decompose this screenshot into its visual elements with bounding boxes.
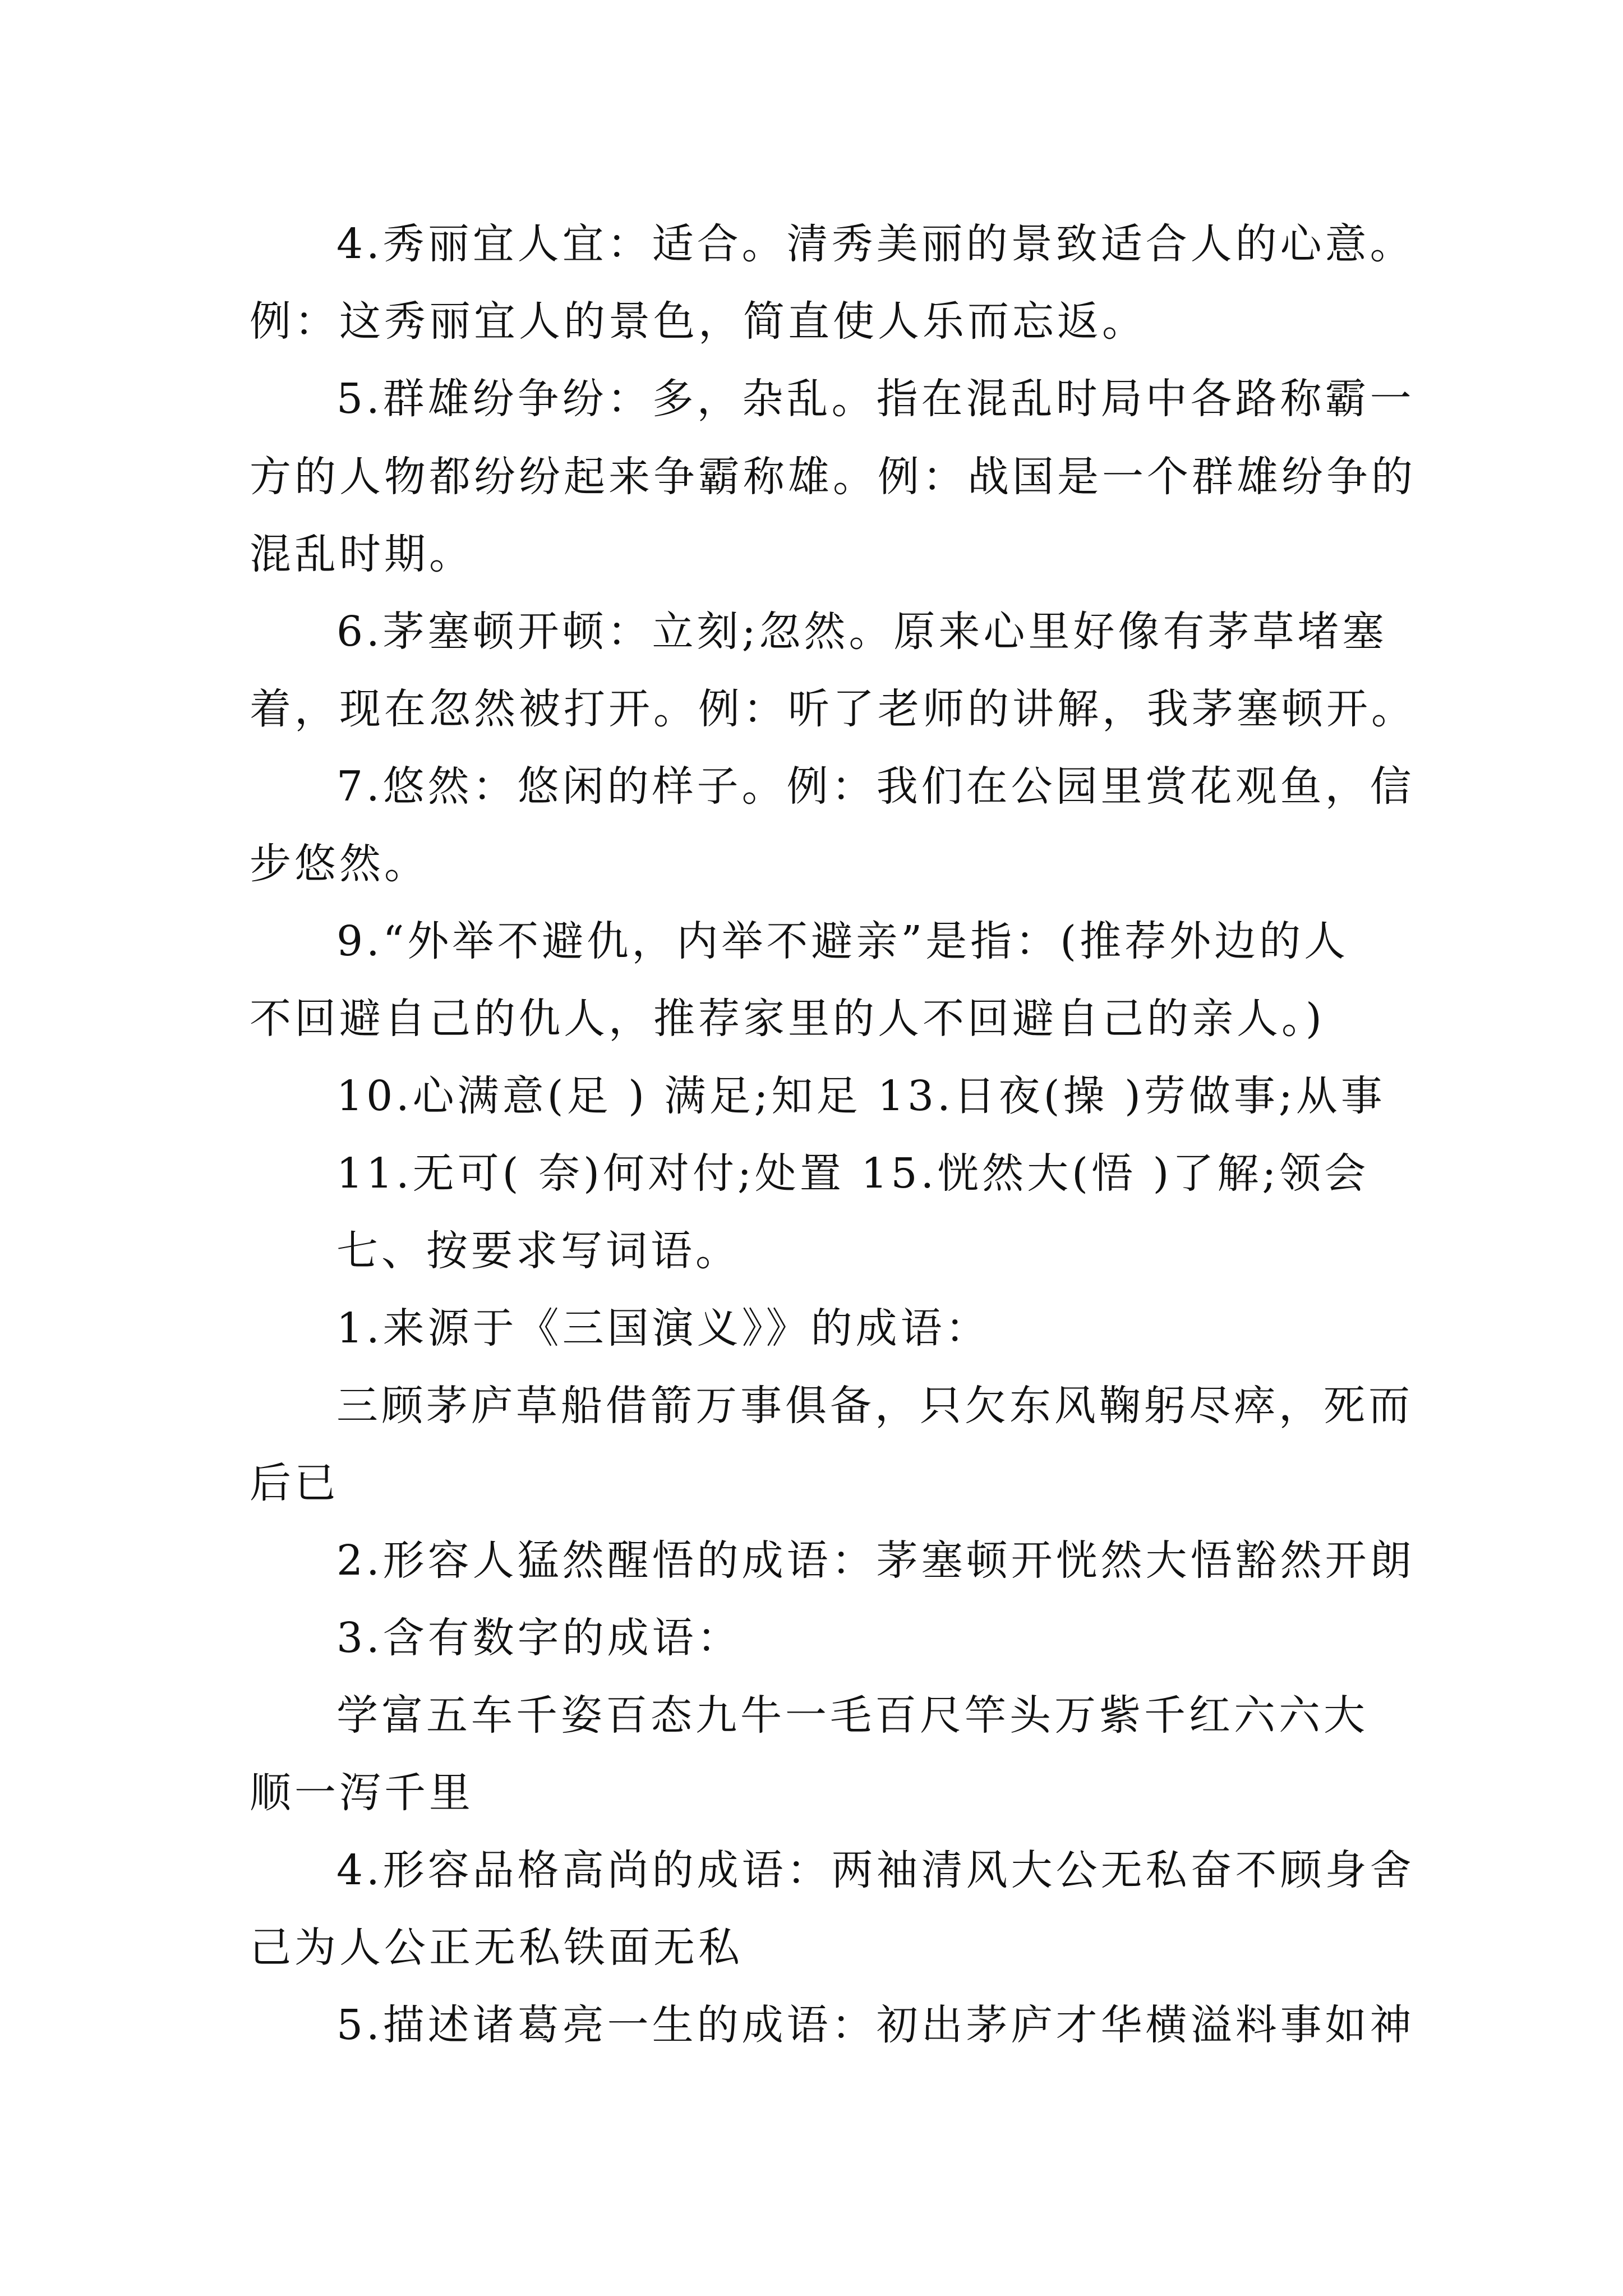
paragraph-line: 三顾茅庐草船借箭万事俱备，只欠东风鞠躬尽瘁，死而: [336, 1382, 1413, 1430]
paragraph-line: 9.“外举不避仇，内举不避亲”是指：(推荐外边的人: [336, 917, 1349, 965]
paragraph-line: 着，现在忽然被打开。例：听了老师的讲解，我茅塞顿开。: [250, 685, 1416, 733]
paragraph-line: 1.来源于《三国演义》》的成语：: [336, 1304, 990, 1352]
paragraph-line: 6.茅塞顿开顿：立刻;忽然。原来心里好像有茅草堵塞: [336, 608, 1387, 656]
paragraph-line: 2.形容人猛然醒悟的成语：茅塞顿开恍然大悟豁然开朗: [336, 1536, 1415, 1585]
paragraph-line: 5.群雄纷争纷：多，杂乱。指在混乱时局中各路称霸一: [336, 375, 1415, 423]
paragraph-line: 11.无可( 奈)何对付;处置 15.恍然大(悟 )了解;领会: [336, 1149, 1370, 1198]
paragraph-line: 学富五车千姿百态九牛一毛百尺竿头万紫千红六六大: [336, 1691, 1368, 1740]
paragraph-line: 5.描述诸葛亮一生的成语：初出茅庐才华横溢料事如神: [336, 2001, 1415, 2049]
paragraph-line: 方的人物都纷纷起来争霸称雄。例：战国是一个群雄纷争的: [250, 453, 1416, 501]
paragraph-line: 不回避自己的仇人，推荐家里的人不回避自己的亲人。): [250, 995, 1325, 1043]
paragraph-line: 步悠然。: [250, 840, 429, 888]
paragraph-line: 7.悠然：悠闲的样子。例：我们在公园里赏花观鱼，信: [336, 762, 1415, 811]
paragraph-line: 混乱时期。: [250, 530, 474, 578]
paragraph-line: 10.心满意(足 ) 满足;知足 13.日夜(操 )劳做事;从事: [336, 1072, 1386, 1120]
paragraph-line: 己为人公正无私铁面无私: [250, 1924, 743, 1972]
paragraph-line: 顺一泻千里: [250, 1769, 474, 1817]
paragraph-line: 3.含有数字的成语：: [336, 1614, 742, 1662]
paragraph-line: 4.秀丽宜人宜：适合。清秀美丽的景致适合人的心意。: [336, 220, 1415, 268]
paragraph-line: 4.形容品格高尚的成语：两袖清风大公无私奋不顾身舍: [336, 1846, 1415, 1894]
section-heading: 七、按要求写词语。: [336, 1227, 740, 1275]
paragraph-line: 例：这秀丽宜人的景色，简直使人乐而忘返。: [250, 297, 1147, 346]
paragraph-line: 后已: [250, 1459, 339, 1507]
